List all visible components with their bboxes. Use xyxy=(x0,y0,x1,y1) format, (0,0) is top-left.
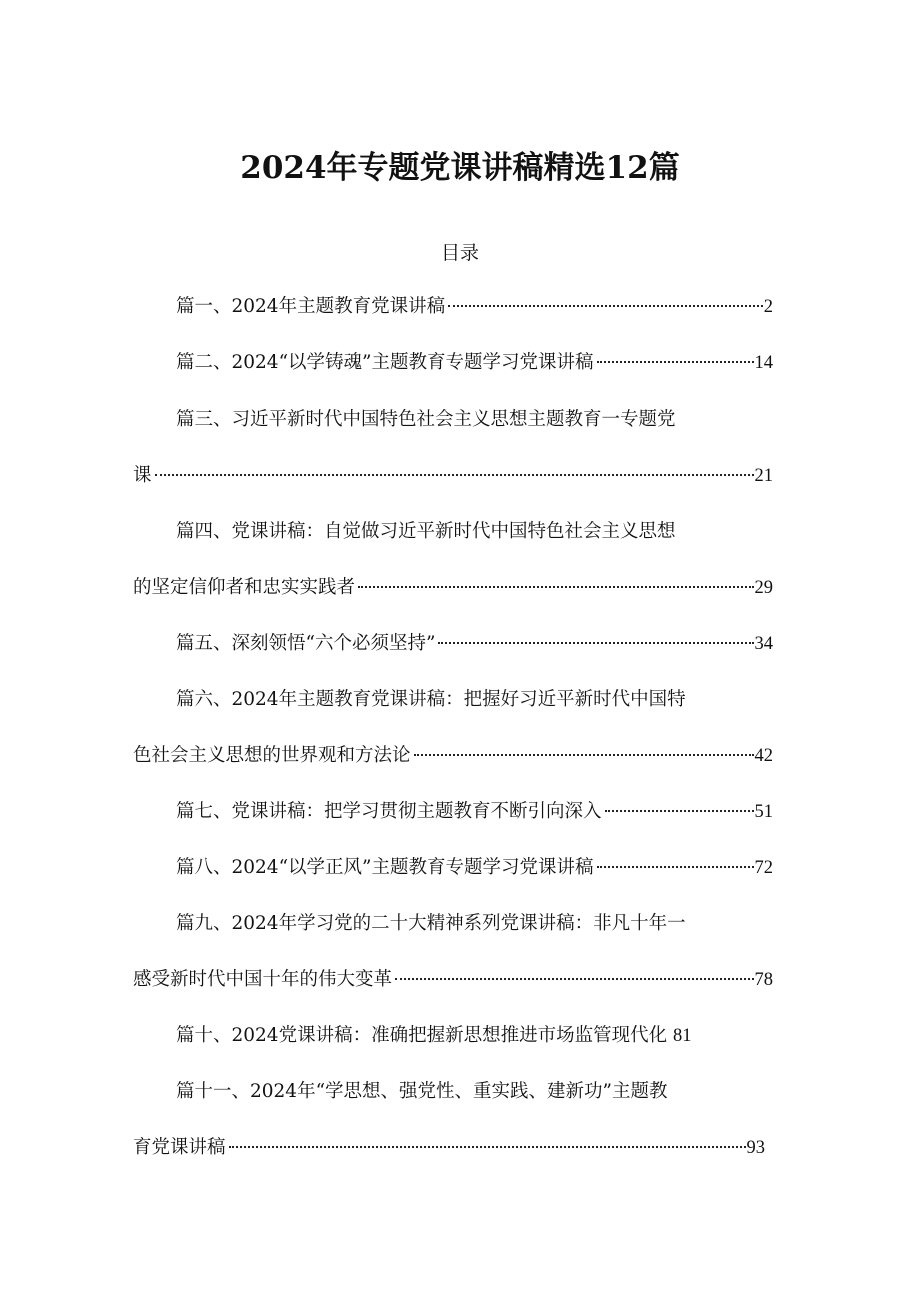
toc-entry-10[interactable] xyxy=(133,1021,773,1051)
dot-leader xyxy=(229,1146,746,1148)
toc-entry-continuation xyxy=(133,461,773,491)
toc-page-number: 34 xyxy=(754,634,773,654)
toc-entry-continuation xyxy=(133,1133,765,1163)
toc-page-number: 72 xyxy=(754,858,773,878)
toc-page-number: 51 xyxy=(754,802,773,822)
dot-leader xyxy=(358,586,753,588)
toc-entry-text: 课 xyxy=(133,465,152,486)
dot-leader xyxy=(155,474,754,476)
toc-page-number: 42 xyxy=(754,746,773,766)
toc-page-number: 81 xyxy=(672,1026,692,1046)
toc-entry-2[interactable] xyxy=(133,348,773,378)
toc-entry-continuation xyxy=(133,573,773,603)
toc-entry-7[interactable] xyxy=(133,797,773,827)
toc-entry-text: 篇七、党课讲稿：把学习贯彻主题教育不断引向深入 xyxy=(176,801,602,822)
dot-leader xyxy=(414,754,754,756)
toc-entry-text: 篇三、习近平新时代中国特色社会主义思想主题教育一专题党 xyxy=(176,409,676,430)
toc-entry-text: 篇十一、2024年“学思想、强党性、重实践、建新功”主题教 xyxy=(176,1081,668,1102)
toc-entry-5[interactable] xyxy=(133,629,773,659)
toc-page-number: 29 xyxy=(754,578,773,598)
dot-leader xyxy=(597,866,754,868)
toc-entry-text: 篇八、2024“以学正风”主题教育专题学习党课讲稿 xyxy=(176,857,594,878)
toc-entry-continuation xyxy=(133,741,773,771)
dot-leader xyxy=(448,305,763,307)
toc-entry-text: 感受新时代中国十年的伟大变革 xyxy=(133,969,393,990)
toc-entry-text: 的坚定信仰者和忠实实践者 xyxy=(133,577,356,598)
toc-page-number: 93 xyxy=(746,1138,765,1158)
dot-leader xyxy=(438,642,753,644)
page-title: 2024年专题党课讲稿精选12篇 xyxy=(240,150,680,186)
dot-leader xyxy=(605,810,754,812)
toc-entry-text: 篇一、2024年主题教育党课讲稿 xyxy=(176,296,446,317)
toc-entry-text: 色社会主义思想的世界观和方法论 xyxy=(133,745,411,766)
toc-entry-text: 篇六、2024年主题教育党课讲稿：把握好习近平新时代中国特 xyxy=(176,689,686,710)
toc-entry-1[interactable] xyxy=(133,292,773,322)
toc-entry-text: 篇二、2024“以学铸魂”主题教育专题学习党课讲稿 xyxy=(176,352,594,373)
toc-page-number: 21 xyxy=(754,466,773,486)
toc-entry-text: 育党课讲稿 xyxy=(133,1137,226,1158)
toc-entry-8[interactable] xyxy=(133,853,773,883)
toc-heading: 目录 xyxy=(440,242,479,264)
dot-leader xyxy=(597,361,754,363)
toc-page-number: 78 xyxy=(754,970,773,990)
toc-page-number: 14 xyxy=(754,353,773,373)
toc-entry-text: 篇四、党课讲稿：自觉做习近平新时代中国特色社会主义思想 xyxy=(176,521,676,542)
toc-entry-text: 篇九、2024年学习党的二十大精神系列党课讲稿：非凡十年一 xyxy=(176,913,686,934)
toc-entry-text: 篇十、2024党课讲稿：准确把握新思想推进市场监管现代化 xyxy=(176,1025,668,1046)
dot-leader xyxy=(395,978,753,980)
toc-entry-text: 篇五、深刻领悟“六个必须坚持” xyxy=(176,633,436,654)
toc-page-number: 2 xyxy=(763,297,773,317)
toc-entry-continuation xyxy=(133,965,773,995)
